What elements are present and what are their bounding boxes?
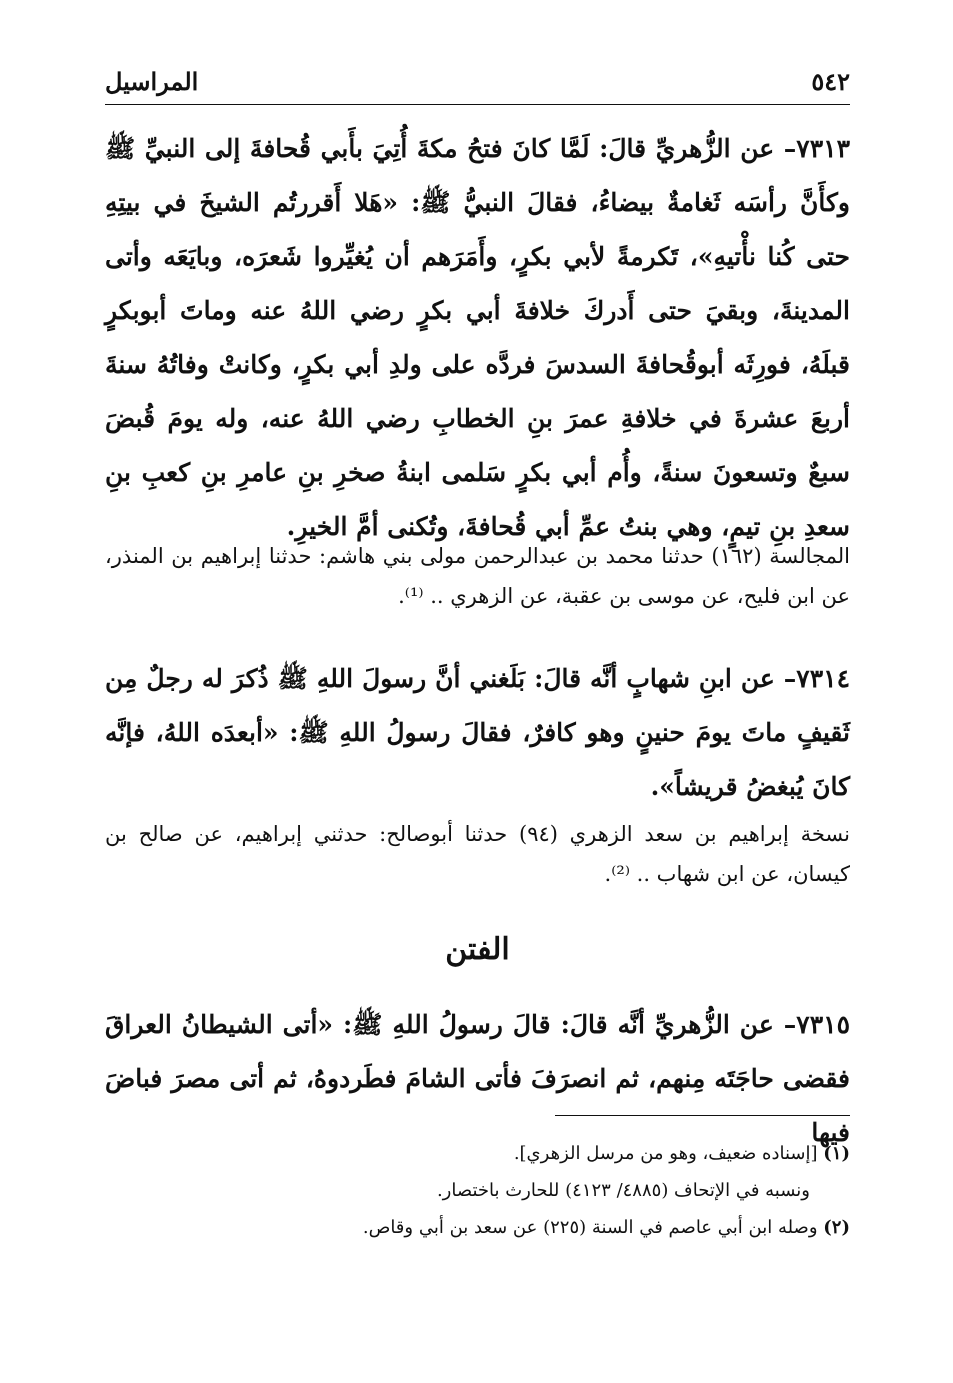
hadith-7313 [105,122,850,554]
footnote-1 [105,1135,850,1172]
footnote-divider [555,1115,850,1116]
chapter-title: المراسيل [105,66,199,96]
hadith-number: ٧٣١٤ [796,664,850,693]
footnote-2 [105,1209,850,1246]
source-citation-2: نسخة إبراهيم بن سعد الزهري (٩٤) حدثنا أبوصالح: حدثني إبراهيم، عن صالح بن كيسان، عن ابن شهاب .. ⁽²⁾. [105,822,850,886]
footnotes [105,1135,850,1246]
running-header [105,62,850,100]
footnote-1-continuation [105,1172,850,1209]
footnote-mark: (٢) [823,1217,850,1238]
hadith-text: – عن الزُّهريِّ قالَ: لَمَّا كانَ فتحُ مكةَ أُتِيَ بأَبي قُحافةَ إلى النبيِّ ﷺ وكأَنَّ رأسَه ثَغامةٌ بيضاءُ، فقالَ النبيُّ ﷺ: «هَلا أَقررتُم الشيخَ في بيتِهِ حتى كُنا نأْتيهِ»، تَكرمةً لأبي بكرٍ، وأَمَرَهم أن يُغيِّروا شَعرَه، وبايَعَه وأتى المدينةَ، وبقيَ حتى أَدركَ خلافةَ أبي بكرٍ رضي اللهُ عنه وماتَ أبوبكرٍ قبلَهُ، فورِثَه أبوقُحافةَ السدسَ فردَّه على ولدِ أبي بكرٍ، وكانتْ وفاتُهُ سنةَ أربعَ عشرةَ في خلافةِ عمرَ بنِ الخطابِ رضي اللهُ عنه، وله يومَ قُبضَ سبعٌ وتسعونَ سنةً، وأُم أبي بكرٍ سَلمى ابنةُ صخرِ بنِ عامرِ بنِ كعبِ بنِ سعدِ بنِ تيمٍ، وهي بنتُ عمِّ أبي قُحافةَ، وتُكنى أمَّ الخيرِ. [105,134,850,541]
hadith-number: ٧٣١٣ [796,134,850,163]
footnote-mark: (١) [823,1143,850,1164]
footnote-text: ونسبه في الإتحاف (٤٨٨٥/ ٤١٢٣) للحارث باختصار. [436,1180,810,1201]
hadith-text: – عن ابنِ شهابٍ أنَّه قالَ: بَلَغني أنَّ رسولَ اللهِ ﷺ ذُكرَ له رجلٌ مِن ثَقيفٍ ماتَ يومَ حنينٍ وهو كافرٌ، فقالَ رسولُ اللهِ ﷺ: «أبعدَه اللهُ، فإنَّه كانَ يُبغضُ قريشاً». [105,664,850,801]
header-divider [105,104,850,105]
footnote-text: [إسناده ضعيف، وهو من مرسل الزهري]. [513,1143,818,1164]
hadith-text: – عن الزُّهريِّ أنَّه قالَ: قالَ رسولُ اللهِ ﷺ: «أتى الشيطانُ العراقَ فقضى حاجَتَه مِنهم، ثم انصرَفَ فأتى الشامَ فطَردوهُ، ثم أتى مصرَ فباضَ فيها [105,1010,850,1147]
hadith-number: ٧٣١٥ [796,1010,850,1039]
page-number: ٥٤٢ [811,66,850,96]
section-heading: الفتن [445,932,510,967]
hadith-7314 [105,652,850,814]
source-citation-1: المجالسة (١٦٢) حدثنا محمد بن عبدالرحمن مولى بني هاشم: حدثنا إبراهيم بن المنذر، عن ابن فليح، عن موسى بن عقبة، عن الزهري .. ⁽¹⁾. [105,544,850,608]
footnote-text: وصله ابن أبي عاصم في السنة (٢٢٥) عن سعد بن أبي وقاص. [362,1217,818,1238]
